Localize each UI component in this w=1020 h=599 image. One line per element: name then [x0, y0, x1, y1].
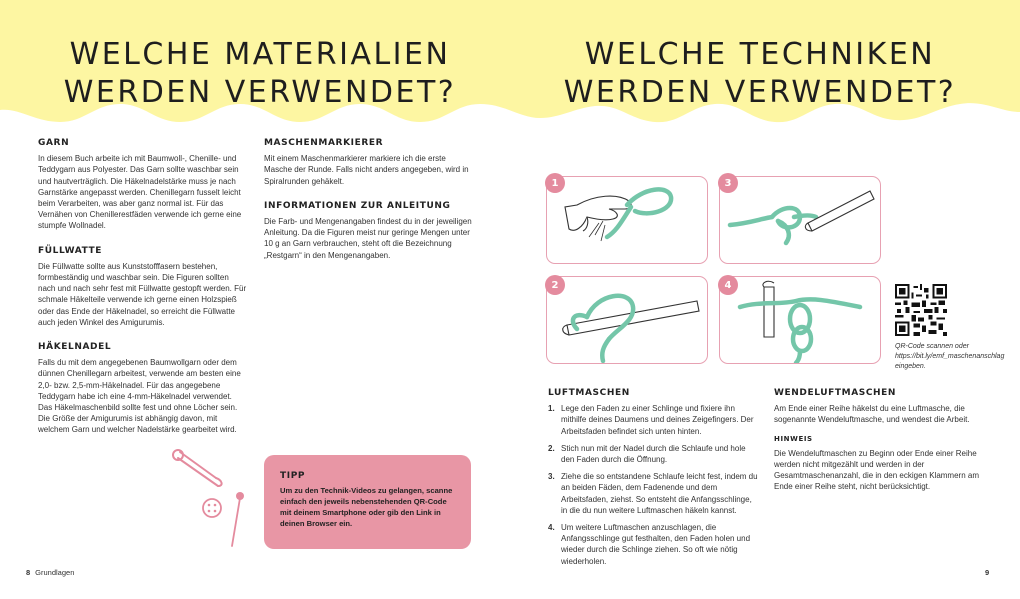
- wendeluftmaschen-text: Am Ende einer Reihe häkelst du eine Luftmasche, die sogenannte Wendeluftmasche, und wendest die Arbeit.: [774, 404, 970, 425]
- step-number: 3.: [548, 472, 555, 482]
- step-badge-1: 1: [545, 173, 565, 193]
- step-2-illustration: [546, 276, 708, 364]
- right-page-number: 9: [985, 568, 990, 577]
- fuellwatte-text: Die Füllwatte sollte aus Kunststofffasern bestehen, formbeständig und waschbar sein. Die Figuren sollten nach und nach sehr fest mit Füllwatte gestopft werden. Für schmale Häkelteile verwende ich gerne einen Holzspieß oder das Ende der Häkelnadel, so erreicht die Füllwatte auch jeden Winkel des Amigurumis.: [38, 261, 247, 327]
- left-title-line1: WELCHE MATERIALIEN: [69, 37, 451, 72]
- qr-caption: QR-Code scannen oder https://bit.ly/emf_maschenanschlag eingeben.: [895, 343, 1005, 370]
- step-number: 4.: [548, 523, 555, 533]
- step-badge-4: 4: [718, 275, 738, 295]
- step-4-illustration: [719, 276, 881, 364]
- qr-code-icon[interactable]: [895, 284, 947, 336]
- slip-knot-illustration: [720, 177, 880, 263]
- button-icon: [203, 499, 221, 517]
- left-footer: [26, 568, 74, 577]
- chain-stitches-illustration: [720, 277, 880, 363]
- left-page-number: 8: [26, 568, 31, 577]
- crochet-hook-icon: [805, 191, 874, 231]
- haekelnadel-text: Falls du mit dem angegebenen Baumwollgarn oder dem dünnen Chenillegarn arbeitest, verwende am besten eine 2,0- bzw. 2,5-mm-Häkelnadel. Für das angegebene Teddygarn habe ich eine 4-mm-Häkelnadel verwendet. Das Häkelmaschenbild sollte fest und ohne Löcher sein. Die Größe der Amigurumis ist abhängig davon, mit welchem Garn und welcher Nadelstärke gearbeitet wird.: [38, 358, 241, 435]
- luftmaschen-section: [548, 388, 760, 573]
- hook-through-loop-illustration: [547, 277, 707, 363]
- tip-heading: TIPP: [280, 471, 306, 481]
- tip-text: Um zu den Technik-Videos zu gelangen, scanne einfach den jeweils nebenstehenden QR-Code mit deinem Smartphone oder gib den Link in deinen Browser ein.: [280, 486, 453, 528]
- sewing-notions-illustration: [168, 440, 258, 550]
- step-text: Ziehe die so entstandene Schlaufe leicht fest, indem du an beiden Fäden, dem Fadenende und dem Arbeitsfaden, ziehst. So entsteht die Anfangsschlinge, in die du nun weitere Luftmaschen häkeln kannst.: [561, 472, 758, 515]
- step-badge-3: 3: [718, 173, 738, 193]
- list-item: [548, 443, 760, 465]
- anleitung-heading: INFORMATIONEN ZUR ANLEITUNG: [264, 200, 451, 211]
- list-item: [548, 403, 760, 437]
- luftmaschen-heading: LUFTMASCHEN: [548, 388, 630, 398]
- materials-column-1: [38, 138, 248, 450]
- anleitung-text: Die Farb- und Mengenangaben findest du in der jeweiligen Anleitung. Da die Figuren meist nur geringe Mengen unter 10 g an Garn verbrauchen, steht oft die Bezeichnung „Restgarn“ in den Mengenangaben.: [264, 217, 472, 260]
- materials-column-2: [264, 138, 474, 275]
- step-1-illustration: [546, 176, 708, 264]
- yarn-loop-icon: [730, 208, 816, 243]
- list-item: [548, 522, 760, 567]
- maschenmarkierer-text: Mit einem Maschenmarkierer markiere ich die erste Masche der Runde. Falls nicht anders angegeben, wird in Spiralrunden gehäkelt.: [264, 154, 469, 186]
- list-item: [548, 471, 760, 516]
- left-page-title: [60, 36, 460, 112]
- right-title-line2: WERDEN VERWENDET?: [563, 75, 957, 110]
- step-3-illustration: [719, 176, 881, 264]
- crochet-hook-icon: [763, 281, 774, 337]
- hand-yarn-loop-illustration: [547, 177, 707, 263]
- hinweis-heading: HINWEIS: [774, 434, 813, 443]
- pin-needle-icon: [232, 492, 244, 546]
- tip-box: [264, 455, 471, 549]
- hinweis-text: Die Wendeluftmaschen zu Beginn oder Ende einer Reihe werden nicht mitgezählt und werden in der Gesamtmaschenanzahl, die in den eckigen Klammern am Ende einer Reihe steht, nicht berücksichtigt.: [774, 448, 979, 492]
- step-text: Lege den Faden zu einer Schlinge und fixiere ihn mithilfe deines Daumens und deines Zeigefingers. Der Arbeitsfaden befindet sich unten hinten.: [561, 404, 754, 436]
- fuellwatte-heading: FÜLLWATTE: [38, 245, 103, 256]
- step-text: Stich nun mit der Nadel durch die Schlaufe und hole den Faden durch die Öffnung.: [561, 443, 746, 465]
- luftmaschen-steps: [548, 403, 760, 567]
- right-page-title: [560, 36, 960, 112]
- step-number: 1.: [548, 404, 555, 414]
- maschenmarkierer-heading: MASCHENMARKIERER: [264, 138, 384, 148]
- left-title-line2: WERDEN VERWENDET?: [63, 75, 457, 110]
- garn-heading: GARN: [38, 138, 70, 148]
- pink-safety-pin-icon: [173, 450, 222, 486]
- step-badge-2: 2: [545, 275, 565, 295]
- yarn-loop-icon: [740, 299, 860, 363]
- right-title-line1: WELCHE TECHNIKEN: [584, 37, 936, 72]
- garn-text: In diesem Buch arbeite ich mit Baumwoll-, Chenille- und Teddygarn aus Polyester. Das Garn sollte waschbar sein und hautverträglich. Die Häkelnadelstärke muss je nach Garnstärke angepasst werden. Chenillegarn fusselt leicht beim Verarbeiten, was aber ganz normal ist. Für das Vernähen von Chenillerestfäden verwende ich gerne eine stumpfe Wollnadel.: [38, 154, 242, 231]
- wendeluftmaschen-heading: WENDELUFTMASCHEN: [774, 388, 897, 398]
- wendeluftmaschen-section: [774, 388, 982, 507]
- step-number: 2.: [548, 443, 555, 453]
- haekelnadel-heading: HÄKELNADEL: [38, 342, 112, 353]
- footer-section-label: Grundlagen: [35, 568, 75, 577]
- step-text: Um weitere Luftmaschen anzuschlagen, die Anfangsschlinge gut festhalten, den Faden holen und wieder durch die Schlinge ziehen. So oft wie nötig wiederholen.: [561, 523, 751, 566]
